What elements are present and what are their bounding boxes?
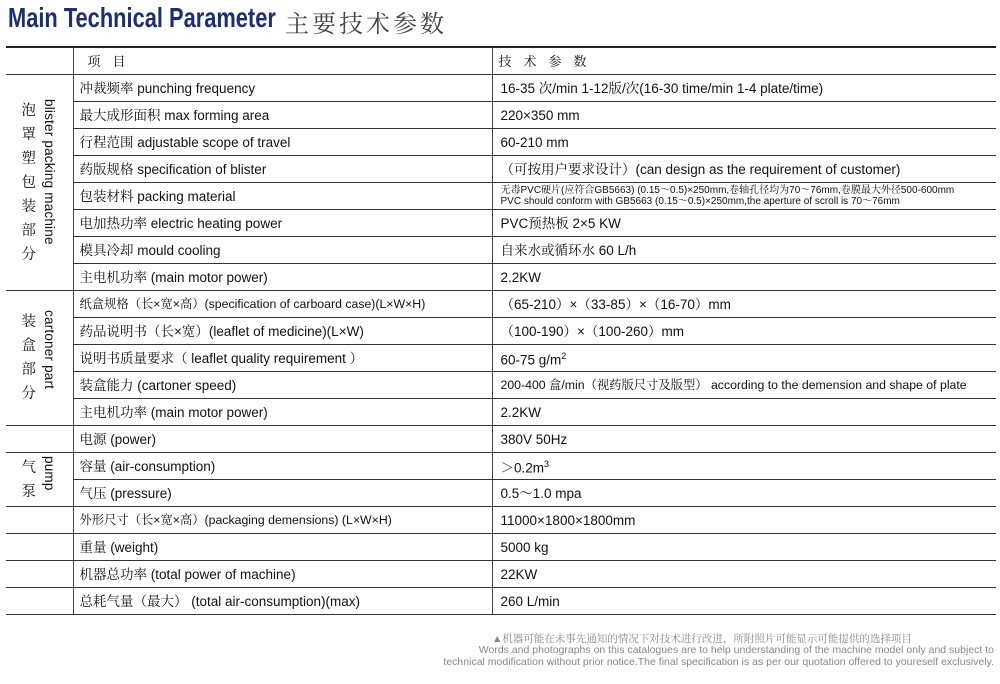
row-value: 60-210 mm [492,129,996,156]
table-header-row [6,48,996,75]
row-value: （可按用户要求设计）(can design as the requirement of customer) [492,156,996,183]
row-item: 冲裁频率 punching frequency [73,75,492,102]
footer-note-en-2: technical modification without prior notice.The final specification is as per our quotation offered to youreself exclusively. [443,656,994,668]
row-value: （100-190）×（100-260）mm [492,318,996,345]
table-row [6,426,996,453]
row-value: 260 L/min [492,588,996,615]
row-value: 11000×1800×1800mm [492,507,996,534]
header-blank [6,48,73,75]
group-blank [6,588,73,615]
table-row [6,318,996,345]
row-value: 380V 50Hz [492,426,996,453]
row-value: 22KW [492,561,996,588]
group-blister-en: blister packing machine [42,98,57,245]
row-value-line2: PVC should conform with GB5663 (0.15～0.5)×250mm,the aperture of scroll is 70～76mm [500,196,900,207]
row-value: （65-210）×（33-85）×（16-70）mm [492,291,996,318]
table-row [6,102,996,129]
group-blank [6,507,73,534]
table-row [6,291,996,318]
row-value: 0.5～1.0 mpa [492,480,996,507]
group-cartoner-en: cartoner part [42,310,57,390]
group-blank [6,561,73,588]
row-value: 60-75 $g/m^2$ [492,345,996,372]
group-pump [6,453,73,507]
header-item: 项目 [73,48,492,75]
group-blister-cn: 泡 罩 塑 包 装 部 分 [21,102,36,263]
group-pump-en: pump [42,455,57,491]
parameter-table [6,48,996,615]
row-item: 包装材料 packing material [73,183,492,210]
row-item: 说明书质量要求（ leaflet quality requirement ） [73,345,492,372]
group-pump-cn: 气 泵 [21,459,36,500]
row-item: 药品说明书（长×宽）(leaflet of medicine)(L×W) [73,318,492,345]
row-item: 最大成形面积 max forming area [73,102,492,129]
row-item: 行程范围 adjustable scope of travel [73,129,492,156]
table-row [6,210,996,237]
row-value: 2.2KW [492,264,996,291]
row-value: 5000 kg [492,534,996,561]
row-value: $>0.2m^3$ [492,453,996,480]
row-value: 自来水或循环水 60 L/h [492,237,996,264]
row-value: 16-35 次/min 1-12版/次(16-30 time/min 1-4 plate/time) [492,75,996,102]
table-row [6,129,996,156]
group-blank [6,534,73,561]
table-row [6,399,996,426]
title-english: Main Technical Parameter [8,2,276,33]
row-item: 重量 (weight) [73,534,492,561]
row-item: 主电机功率 (main motor power) [73,399,492,426]
title-chinese: 主要技术参数 [285,10,447,38]
row-value [492,183,996,210]
row-item: 电源 (power) [73,426,492,453]
footer-note-en-1: Words and photographs on this catalogues are to help understanding of the machine model only and subject to [478,644,994,656]
table-row [6,372,996,399]
table-row [6,453,996,480]
group-cartoner-cn: 装 盒 部 分 [21,314,36,402]
group-blank [6,426,73,453]
table-row [6,183,996,210]
table-row [6,561,996,588]
row-value: 200-400 盒/min（视药版尺寸及版型） according to the demension and shape of plate [492,372,996,399]
table-row [6,237,996,264]
header-param: 技术参数 [492,48,996,75]
table-row [6,507,996,534]
row-item: 模具冷却 mould cooling [73,237,492,264]
table-row [6,534,996,561]
table-row [6,156,996,183]
table-row [6,345,996,372]
row-item: 机器总功率 (total power of machine) [73,561,492,588]
row-value-line1: 无毒PVC硬片(应符合GB5663) (0.15～0.5)×250mm,卷轴孔径均为70～76mm,卷膜最大外径500-600mm [500,185,955,196]
row-item: 总耗气量（最大） (total air-consumption)(max) [73,588,492,615]
row-item: 气压 (pressure) [73,480,492,507]
row-value: PVC预热板 2×5 KW [492,210,996,237]
row-value: 2.2KW [492,399,996,426]
group-blister [6,75,73,291]
row-item: 装盒能力 (cartoner speed) [73,372,492,399]
table-row [6,75,996,102]
row-item: 外形尺寸（长×宽×高）(packaging demensions) (L×W×H) [73,507,492,534]
row-item: 药版规格 specification of blister [73,156,492,183]
group-cartoner [6,291,73,426]
table-row [6,480,996,507]
row-item: 纸盒规格（长×宽×高）(specification of carboard case)(L×W×H) [73,291,492,318]
footer-note-cn: ▲机器可能在未事先通知的情况下对技术进行改进，所附照片可能显示可能提供的选择项目 [492,633,912,645]
table-row [6,588,996,615]
row-item: 电加热功率 electric heating power [73,210,492,237]
row-item: 容量 (air-consumption) [73,453,492,480]
table-row [6,264,996,291]
row-value: 220×350 mm [492,102,996,129]
row-item: 主电机功率 (main motor power) [73,264,492,291]
